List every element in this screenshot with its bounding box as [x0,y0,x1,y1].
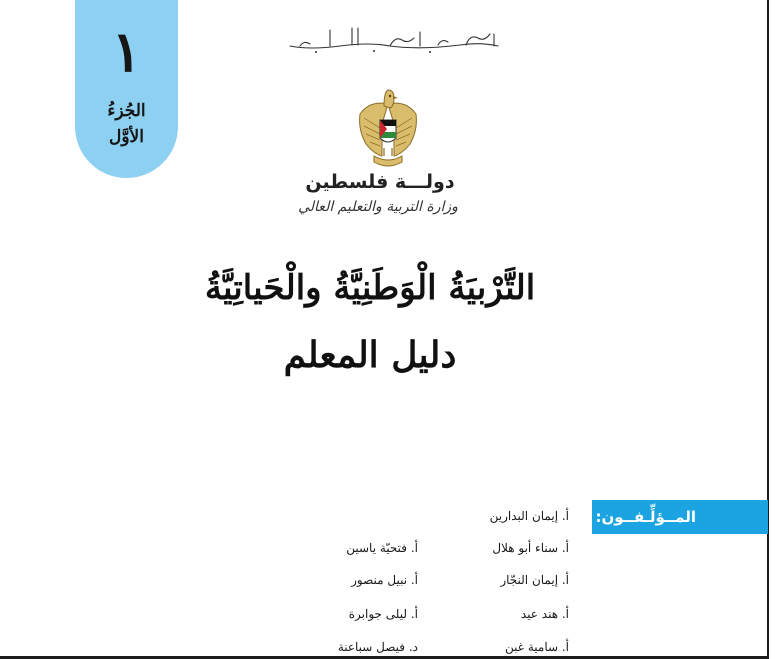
part-label-line1: الجُزءُ [107,101,146,121]
page-frame-right [767,0,769,659]
author-name: أ. ليلى جوابرة [348,607,418,621]
part-tab [75,0,178,178]
part-number: ١ [111,19,142,85]
book-subtitle: دليل المعلم [283,334,457,376]
palestine-emblem-logo [354,84,422,172]
part-label [75,98,178,150]
author-name: أ. هند عيد [520,607,569,621]
ministry-name: وزارة التربية والتعليم العالي [298,199,458,215]
author-name: أ. إيمان البدارين [489,509,569,523]
part-label-line2: الأوَّل [109,127,144,147]
state-name: دولـــة فلسطين [305,171,455,193]
author-name: أ. نبيل منصور [351,573,418,587]
authors-label: المــؤلِّـفــون: [592,500,768,534]
author-name: أ. إيمان النجّار [500,573,569,587]
book-title: التَّرْبيَةُ الْوَطَنِيَّةُ والْحَياتِيَّةُ [204,268,536,308]
author-name: أ. سناء أبو هلال [492,541,569,555]
author-name: د. فيصل سباعنة [337,640,418,654]
author-name: أ. سامية غبن [504,640,569,654]
author-name: أ. فتحيّة ياسين [346,541,418,555]
bismillah-calligraphy [270,20,510,58]
